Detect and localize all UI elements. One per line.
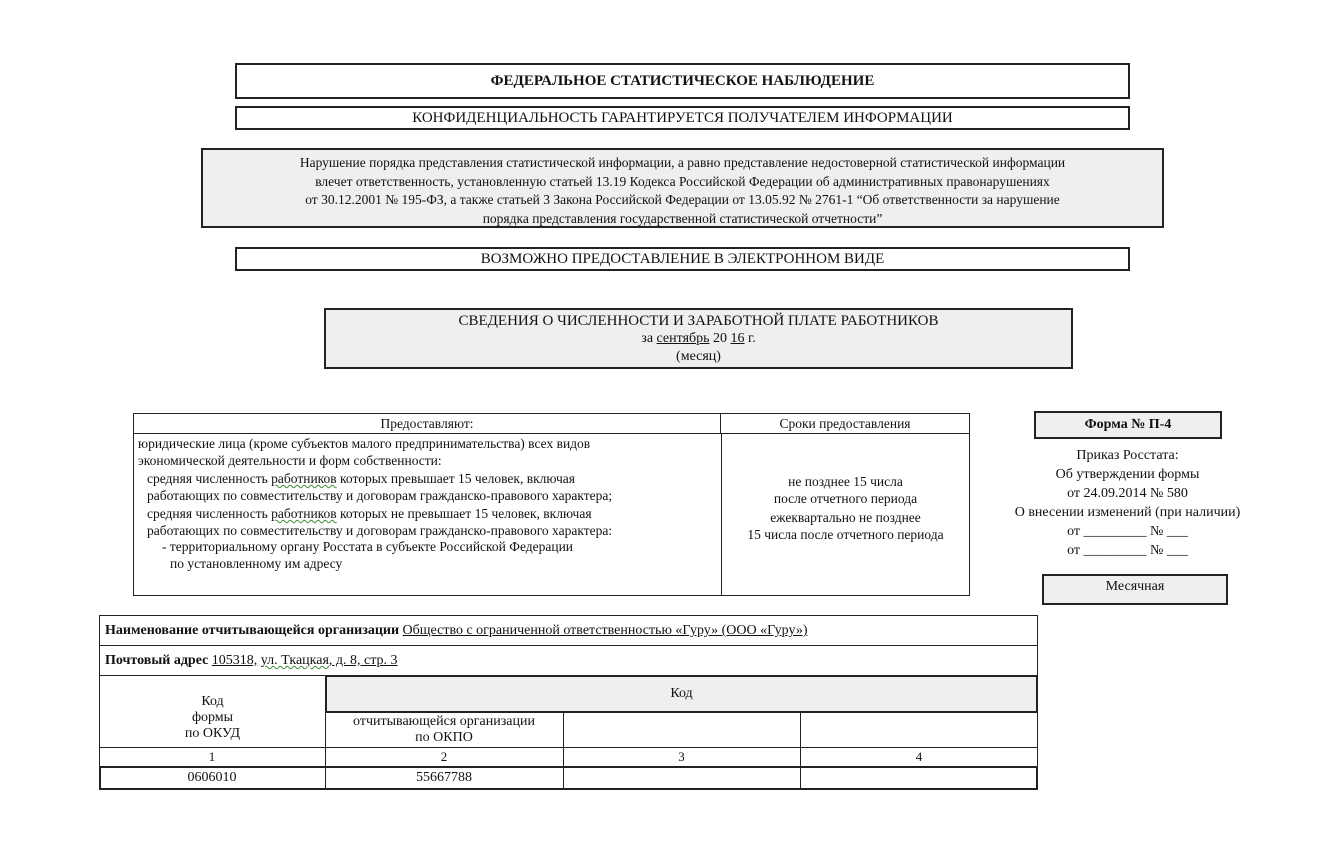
who-item-2-line2: работающих по совместительству и договорам гражданско-правового характера:: [147, 522, 613, 538]
okpo-value: 55667788: [325, 766, 564, 790]
electronic-text: ВОЗМОЖНО ПРЕДОСТАВЛЕНИЕ В ЭЛЕКТРОННОМ ВИДЕ: [480, 251, 885, 267]
confidentiality-text: КОНФИДЕНЦИАЛЬНОСТЬ ГАРАНТИРУЕТСЯ ПОЛУЧАТЕЛЕМ ИНФОРМАЦИИ: [412, 110, 953, 126]
report-year: 16: [730, 331, 745, 346]
warning-line-3: от 30.12.2001 № 195-ФЗ, а также статьей 3 Закона Российской Федерации от 13.05.92 № 2761-1 “Об ответственности за нарушение: [305, 192, 1060, 207]
okud-header-cell: Код формы по ОКУД: [99, 675, 326, 748]
order-line-1: Приказ Росстата:: [1076, 448, 1179, 463]
who-content: [138, 436, 718, 572]
change-line-1: от _________ № ___: [1067, 524, 1188, 539]
who-item-1-line2: работающих по совместительству и договорам гражданско-правового характера;: [147, 487, 613, 503]
code-header-cell: [325, 675, 1038, 713]
periodicity-box: [1042, 574, 1228, 605]
survey-title-box: [235, 63, 1130, 99]
when-header-cell: [721, 414, 969, 434]
who-sub-line-2: по установленному им адресу: [170, 555, 343, 571]
column-number-3: 3: [563, 747, 801, 767]
when-1b: после отчетного периода: [773, 490, 918, 506]
who-sub-line-1: - территориальному органу Росстата в субъекте Российской Федерации: [162, 539, 574, 554]
submission-table: [133, 413, 970, 596]
column-number-4: 4: [915, 749, 923, 764]
column-number-1: 1: [99, 747, 326, 767]
org-name-value: Общество с ограниченной ответственностью «Гуру» (ООО «Гуру»): [402, 623, 808, 638]
organization-block: [99, 615, 1038, 791]
period-prefix: за: [641, 331, 654, 346]
who-intro-2: экономической деятельности и форм собственности:: [138, 452, 442, 468]
year-unit: г.: [748, 331, 756, 346]
order-line-2: Об утверждении формы: [1055, 467, 1200, 482]
warning-line-1: Нарушение порядка представления статистической информации, а равно представление недостоверной статистической информации: [299, 155, 1066, 170]
who-item-2: средняя численность работников которых не превышает 15 человек, включая: [147, 506, 592, 521]
month-caption: (месяц): [676, 349, 721, 364]
who-header: Предоставляют:: [380, 416, 474, 431]
survey-title: ФЕДЕРАЛЬНОЕ СТАТИСТИЧЕСКОЕ НАБЛЮДЕНИЕ: [490, 73, 875, 89]
who-intro-1: юридические лица (кроме субъектов малого предпринимательства) всех видов: [138, 436, 591, 451]
year-prefix: 20: [713, 331, 728, 346]
report-title: СВЕДЕНИЯ О ЧИСЛЕННОСТИ И ЗАРАБОТНОЙ ПЛАТЕ РАБОТНИКОВ: [458, 313, 939, 329]
when-2b: 15 числа после отчетного периода: [747, 526, 944, 542]
who-header-cell: [134, 414, 721, 434]
warning-line-2: влечет ответственность, установленную статьей 13.19 Кодекса Российской Федерации об административных правонарушениях: [315, 173, 1050, 189]
report-title-box: [324, 308, 1073, 369]
when-header: Сроки предоставления: [779, 416, 911, 431]
report-period: [326, 330, 1071, 348]
when-2a: ежеквартально не позднее: [770, 510, 921, 525]
org-name-label: Наименование отчитывающейся организации: [105, 623, 400, 638]
org-address-row: [99, 645, 1038, 676]
who-item-1: средняя численность работников которых превышает 15 человек, включая: [147, 471, 575, 486]
code-col4-header: [800, 712, 1038, 748]
periodicity: Месячная: [1105, 579, 1165, 594]
column-number-2: 2: [325, 747, 564, 767]
code-col3-value: [563, 766, 801, 790]
form-number-box: [1034, 411, 1222, 439]
confidentiality-box: [235, 106, 1130, 130]
code-header: Код: [670, 686, 693, 701]
org-name-row: [99, 615, 1038, 646]
order-info: [985, 446, 1270, 560]
code-col4-value: [800, 766, 1038, 790]
org-address-label: Почтовый адрес: [105, 653, 209, 668]
org-address-street: ул. Ткацкая: [260, 653, 329, 668]
when-content: [722, 474, 969, 543]
report-month: сентябрь: [656, 331, 710, 346]
warning-line-4: порядка представления государственной статистической отчетности”: [482, 210, 883, 226]
okud-value: 0606010: [99, 766, 326, 790]
org-address-rest: , д. 8, стр. 3: [328, 653, 398, 668]
change-line-2: от _________ № ___: [1067, 543, 1188, 558]
changes-caption: О внесении изменений (при наличии): [1014, 505, 1241, 520]
when-1a: не позднее 15 числа: [788, 474, 903, 489]
form-number: Форма № П-4: [1084, 417, 1172, 432]
code-col3-header: [563, 712, 801, 748]
order-line-3: от 24.09.2014 № 580: [1067, 486, 1188, 501]
okpo-header-cell: отчитывающейся организации по ОКПО: [325, 712, 564, 748]
org-address-zip: 105318,: [211, 653, 258, 668]
electronic-submission-box: [235, 247, 1130, 271]
legal-warning-box: [201, 148, 1164, 228]
